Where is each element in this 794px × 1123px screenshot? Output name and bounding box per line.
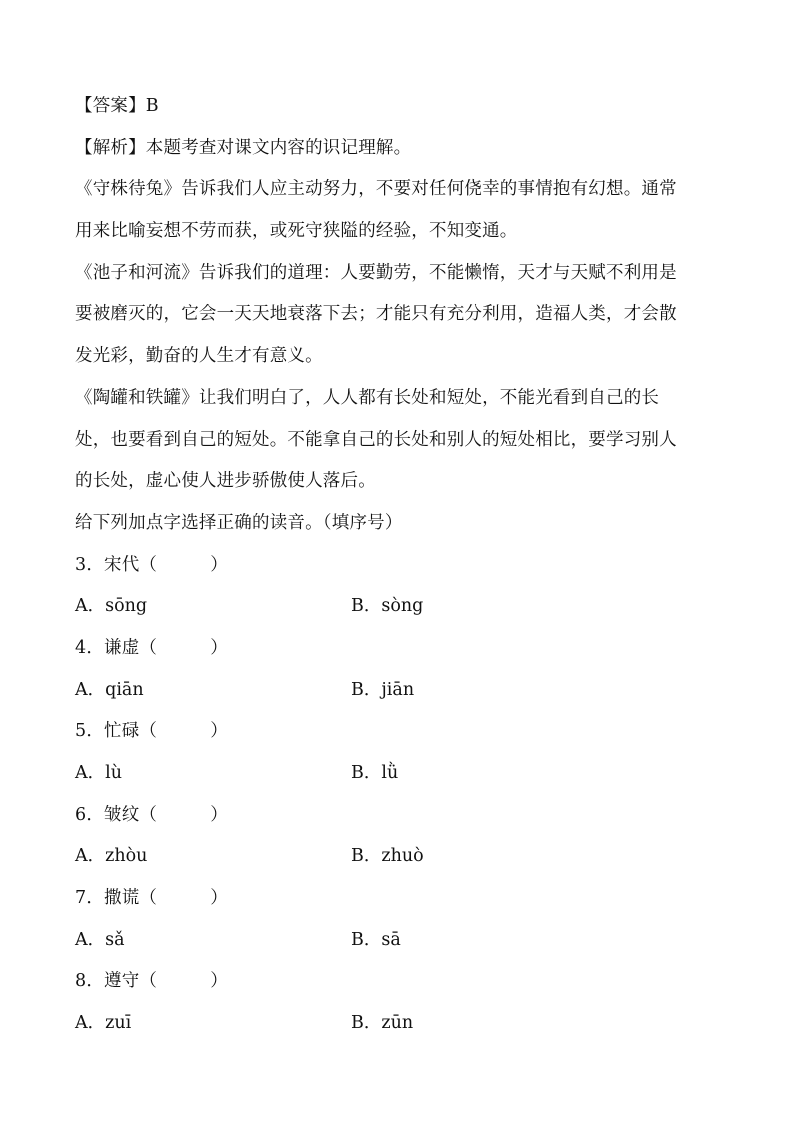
option-a: A．zhòu xyxy=(75,846,148,867)
question-3 xyxy=(75,545,725,628)
paragraph-line: 《陶罐和铁罐》让我们明白了，人人都有长处和短处，不能光看到自己的长 xyxy=(75,387,660,408)
question-8 xyxy=(75,961,725,1044)
question-6 xyxy=(75,795,725,878)
paragraph-chizi-heliu xyxy=(75,253,725,378)
question-options xyxy=(75,1003,725,1045)
question-stem: 3．宋代（ ） xyxy=(75,554,228,575)
option-b: B．lǜ xyxy=(351,763,399,783)
option-a: A．qiān xyxy=(75,679,144,700)
option-b: B．sòng xyxy=(351,596,424,617)
option-a: A．zuī xyxy=(75,1013,132,1034)
paragraph-line: 的长处，虚心使人进步骄傲使人落后。 xyxy=(75,471,376,492)
option-b: B．zhuò xyxy=(351,846,424,867)
answer-line: 【答案】B xyxy=(75,96,159,116)
question-stem: 4．谦虚（ ） xyxy=(75,637,228,658)
paragraph-line: 要被磨灭的，它会一天天地衰落下去；才能只有充分利用，造福人类，才会散 xyxy=(75,304,677,325)
question-5 xyxy=(75,711,725,794)
analysis-line: 【解析】本题考查对课文内容的识记理解。 xyxy=(75,137,412,158)
paragraph-line: 用来比喻妄想不劳而获，或死守狭隘的经验，不知变通。 xyxy=(75,221,518,242)
paragraph-line: 《池子和河流》告诉我们的道理：人要勤劳，不能懒惰，天才与天赋不利用是 xyxy=(75,262,677,283)
question-options xyxy=(75,920,725,962)
paragraph-shouzhudaitu xyxy=(75,169,725,252)
paragraph-taoguan-tieguan xyxy=(75,378,725,503)
option-a: A．sōng xyxy=(75,596,148,617)
question-stem: 6．皱纹（ ） xyxy=(75,804,228,825)
question-stem: 7．撒谎（ ） xyxy=(75,888,228,909)
option-a: A．sǎ xyxy=(75,929,125,950)
question-options xyxy=(75,753,725,795)
paragraph-line: 处，也要看到自己的短处。不能拿自己的长处和别人的短处相比，要学习别人 xyxy=(75,429,677,450)
instruction-line: 给下列加点字选择正确的读音。（填序号） xyxy=(75,512,403,533)
question-options xyxy=(75,586,725,628)
paragraph-line: 发光彩，勤奋的人生才有意义。 xyxy=(75,346,323,367)
question-stem: 5．忙碌（ ） xyxy=(75,721,228,742)
option-b: B．sā xyxy=(351,929,401,950)
question-options xyxy=(75,670,725,712)
document-page xyxy=(75,86,725,1045)
paragraph-line: 《守株待兔》告诉我们人应主动努力，不要对任何侥幸的事情抱有幻想。通常 xyxy=(75,179,677,200)
question-7 xyxy=(75,878,725,961)
question-options xyxy=(75,836,725,878)
option-b: B．jiān xyxy=(351,679,415,700)
question-stem: 8．遵守（ ） xyxy=(75,971,228,992)
question-4 xyxy=(75,628,725,711)
option-b: B．zūn xyxy=(351,1013,414,1034)
option-a: A．lù xyxy=(75,763,123,783)
